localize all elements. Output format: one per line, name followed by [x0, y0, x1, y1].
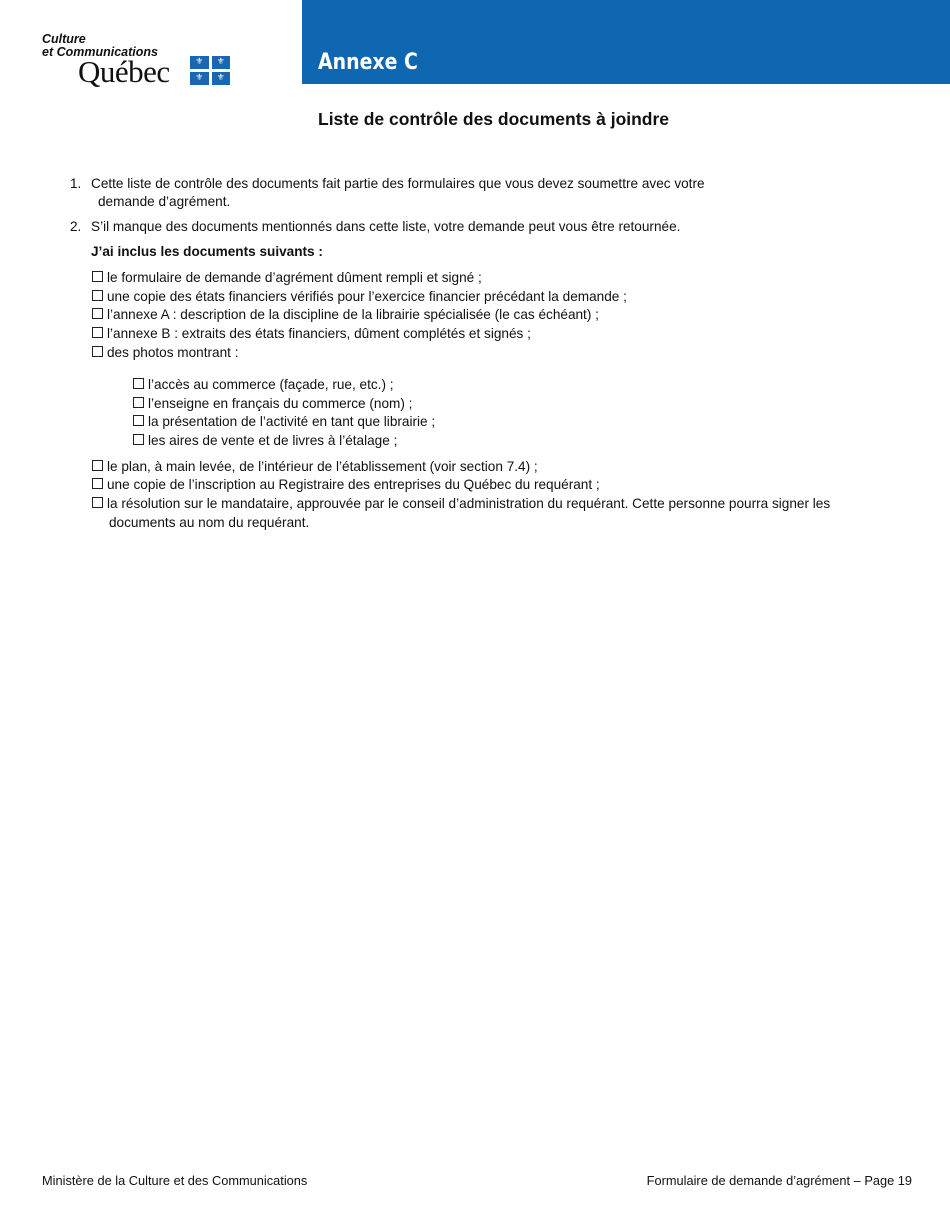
checklist-item-label: les aires de vente et de livres à l’étalage ; — [148, 433, 398, 448]
annex-title: Annexe C — [318, 50, 418, 75]
item-number: 2. — [70, 219, 82, 234]
logo-quebec-wordmark: Québec — [78, 54, 170, 89]
photo-checklist-item — [133, 376, 394, 394]
photo-checklist-item — [133, 395, 412, 413]
checklist-item-label: le formulaire de demande d’agrément dûment rempli et signé ; — [107, 270, 482, 285]
footer-ministry: Ministère de la Culture et des Communications — [42, 1173, 308, 1188]
checkbox[interactable] — [133, 434, 144, 445]
header-banner — [302, 0, 950, 84]
checkbox[interactable] — [92, 308, 103, 319]
checklist-item — [92, 288, 627, 306]
checklist-item-label: le plan, à main levée, de l’intérieur de l’établissement (voir section 7.4) ; — [107, 459, 538, 474]
checklist-item — [92, 476, 600, 494]
checklist-item-label: la résolution sur le mandataire, approuvée par le conseil d’administration du requérant. Cette personne pourra signer les — [107, 496, 831, 511]
checklist-item-label: l’annexe B : extraits des états financiers, dûment complétés et signés ; — [107, 326, 531, 341]
checkbox[interactable] — [92, 478, 103, 489]
checkbox[interactable] — [92, 290, 103, 301]
fleur-de-lis-icon: ⚜ — [212, 72, 231, 85]
checklist-item-label: l’accès au commerce (façade, rue, etc.) ; — [148, 377, 394, 392]
item-text-continuation: demande d’agrément. — [98, 194, 231, 209]
fleur-de-lis-icon: ⚜ — [212, 56, 231, 69]
checklist-item-label: une copie des états financiers vérifiés pour l’exercice financier précédant la demande ; — [107, 289, 627, 304]
fleur-de-lis-icon: ⚜ — [190, 72, 209, 85]
checkbox[interactable] — [92, 346, 103, 357]
footer-page-info: Formulaire de demande d’agrément – Page 19 — [646, 1173, 912, 1188]
item-number: 1. — [70, 176, 82, 191]
checklist-item — [92, 495, 830, 513]
checklist-item — [92, 306, 599, 324]
checkbox[interactable] — [92, 460, 103, 471]
photo-checklist-item — [133, 413, 435, 431]
checklist-item — [92, 325, 531, 343]
checklist-item — [92, 269, 482, 287]
page-title: Liste de contrôle des documents à joindre — [318, 109, 670, 129]
checkbox[interactable] — [133, 415, 144, 426]
checklist-item-label: la présentation de l’activité en tant que librairie ; — [148, 414, 436, 429]
checkbox[interactable] — [92, 327, 103, 338]
checklist-item — [92, 458, 538, 476]
checkbox[interactable] — [133, 397, 144, 408]
item-text: Cette liste de contrôle des documents fait partie des formulaires que vous devez soumettre avec votre — [91, 176, 705, 191]
quebec-flag-icon — [190, 56, 230, 85]
logo-culture-text: Culture — [42, 32, 86, 46]
photo-checklist-item — [133, 432, 397, 450]
checklist-heading: J’ai inclus les documents suivants : — [91, 244, 323, 259]
item-text: S’il manque des documents mentionnés dans cette liste, votre demande peut vous être retournée. — [91, 219, 681, 234]
checklist-item-continuation: documents au nom du requérant. — [109, 515, 310, 530]
checklist-item-label: des photos montrant : — [107, 345, 239, 360]
checkbox[interactable] — [92, 271, 103, 282]
checklist-item-label: l’enseigne en français du commerce (nom) ; — [148, 396, 413, 411]
checklist-item — [92, 344, 238, 362]
checkbox[interactable] — [92, 497, 103, 508]
logo-communications-text: et Communications — [42, 45, 158, 59]
fleur-de-lis-icon: ⚜ — [190, 56, 209, 69]
checklist-item-label: l’annexe A : description de la discipline de la librairie spécialisée (le cas échéant) ; — [107, 307, 599, 322]
checklist-item-label: une copie de l’inscription au Registraire des entreprises du Québec du requérant ; — [107, 477, 600, 492]
checkbox[interactable] — [133, 378, 144, 389]
